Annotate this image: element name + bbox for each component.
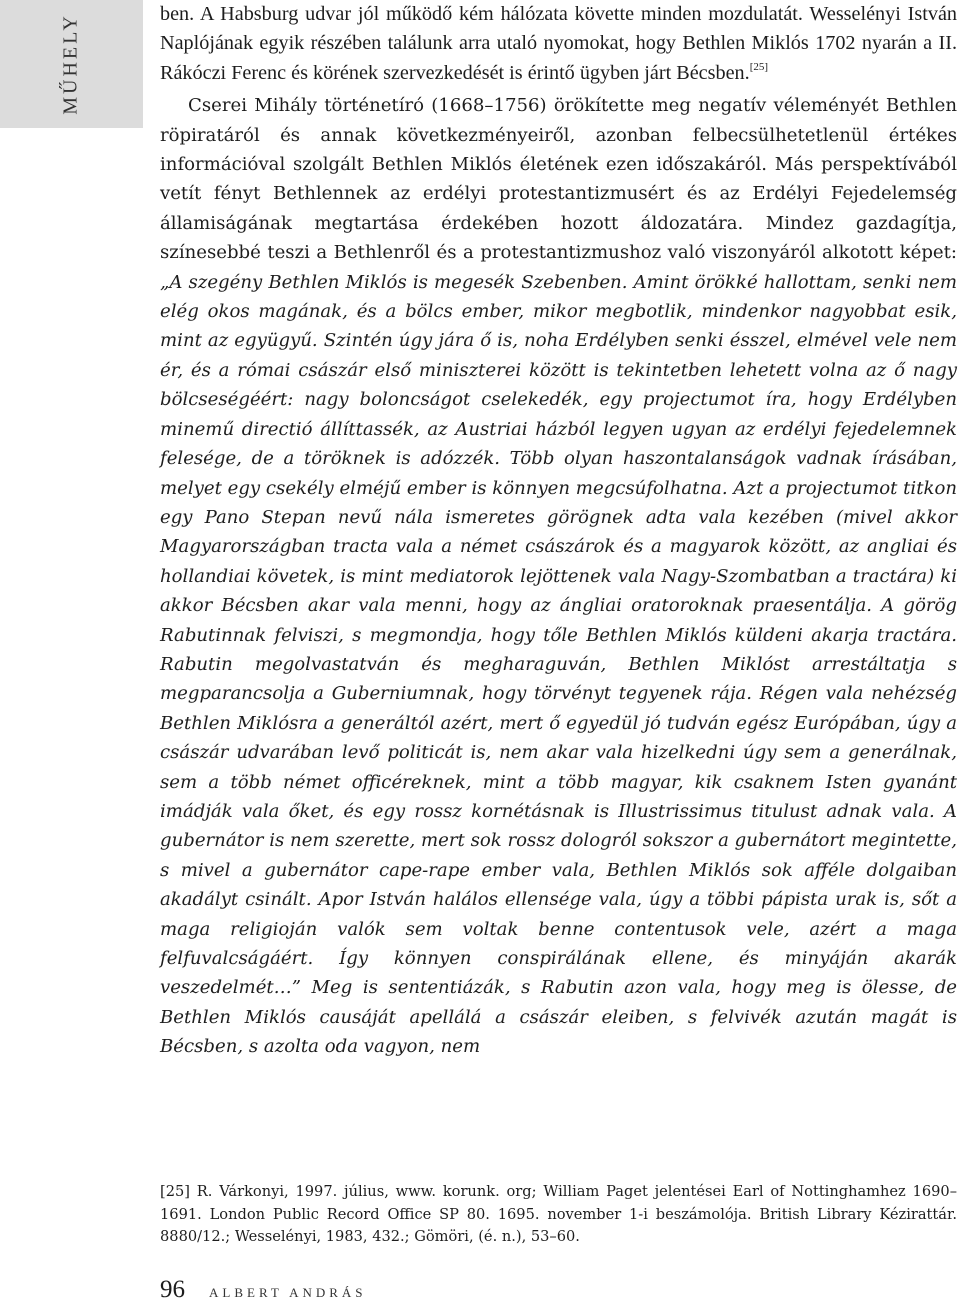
- section-label: MŰHELY: [59, 13, 82, 115]
- paragraph-2-text: Cserei Mihály történetíró (1668–1756) örökítette meg negatív véleményét Bethlen röpiratáról és annak következményeiről, azonban felbecsülhetetlenül értékes információval szolgált Bethlen Miklós életének ezen időszakáról. Más perspektívából vetít fényt Bethlennek az erdélyi protestantizmusért és az Erdélyi Fejedelemség államiságának megtartása érdekében hozott áldozatára. Mindez gazdagítja, színesebbé teszi a Bethlenről és a protestantizmushoz való viszonyáról alkotott képet:: [160, 95, 957, 264]
- author-name: ALBERT ANDRÁS: [209, 1285, 367, 1300]
- paragraph-1: [160, 0, 957, 91]
- footnotes: [160, 1181, 957, 1249]
- paragraph-2: [160, 91, 957, 1061]
- quotation: „A szegény Bethlen Miklós is megesék Szebenben. Amint örökké hallottam, senki nem elég okos magának, és a bölcs ember, mikor megbotlik, mindenkor nagyobbat esik, mint az együgyű. Szintén úgy jára ő is, noha Erdélyben senki ésszel, elmével vele nem ér, és a római császár első miniszterei között is tekintetben lehetett volna az ő nagy bölcseségéért: nagy boloncságot cselekedék, egy projectumot íra, hogy Erdélyben minemű directió állíttassék, az Austriai házból legyen ugyan az erdélyi fejedelemnek felesége, de a töröknek is adózzék. Több olyan haszontalanságok vadnak írásában, melyet egy csekély elméjű ember is könnyen megcsúfolhatna. Azt a projectumot titkon egy Pano Stepan nevű nála ismeretes görögnek adta vala kezében (mivel akkor Magyarországban tracta vala a német császárok és a magyarok között, az angliai és hollandiai követek, is mint mediatorok lejöttenek vala Nagy-Szombatban a tractára) ki akkor Bécsben akar vala menni, hogy az ángliai oratoroknak praesentálja. A görög Rabutinnak felviszi, s megmondja, hogy tőle Bethlen Miklós küldeni akarja tractára. Rabutin megolvastatván és megharaguván, Bethlen Miklóst arrestáltatja s megparancsolja a Guberniumnak, hogy törvényt tegyenek rája. Régen vala nehézség Bethlen Miklósra a generáltól azért, mert ő egyedül jó tudván egész Európában, úgy a császár udvarában levő politicát is, nem akar vala hizelkedni úgy sem a generálnak, sem a több német officéreknek, mint a több magyar, kik csaknem Isten gyanánt imádják vala őket, és egy rossz kornétásnak is Illustrissimus titulust adnak vala. A gubernátor is nem szerette, mert sok rossz dologról sokszor a gubernátort megintette, s mivel a gubernátor cape-rape ember vala, Bethlen Miklós sok afféle dolgaiban akadályt csinált. Apor István halálos ellensége vala, úgy a többi pápista urak is, sőt a maga religioján valók sem voltak benne contentusok vele, azért a maga felfuvalcságáért. Így könnyen conspirálának ellene, és minyáján akarák veszedelmét…” Meg is sententiázák, s Rabutin azon vala, hogy meg is ölesse, de Bethlen Miklós causáját apellálá a császár eleiben, s felvivék azután magát is Bécsben, s azolta oda vagyon, nem: [160, 271, 957, 1058]
- section-tab: [0, 0, 143, 128]
- footnote-25: [25] R. Várkonyi, 1997. július, www. korunk. org; William Paget jelentései Earl of Nottinghamhez 1690–1691. London Public Record Office SP 80. 1695. november 1-i beszámolója. British Library Kézirattár. 8880/12.; Wesselényi, 1983, 432.; Gömöri, (é. n.), 53–60.: [160, 1183, 957, 1245]
- paragraph-1-text: ben. A Habsburg udvar jól működő kém hálózata követte minden mozdulatát. Wesselényi István Naplójának egyik részében találunk arra utaló nyomokat, hogy Bethlen Miklós 1702 nyarán a II. Rákóczi Ferenc és körének szervezkedését is érintő ügyben járt Bécsben.: [160, 3, 957, 84]
- footnote-reference[interactable]: [25]: [749, 60, 769, 73]
- page-number: 96: [160, 1276, 185, 1303]
- body-text: [160, 0, 957, 1062]
